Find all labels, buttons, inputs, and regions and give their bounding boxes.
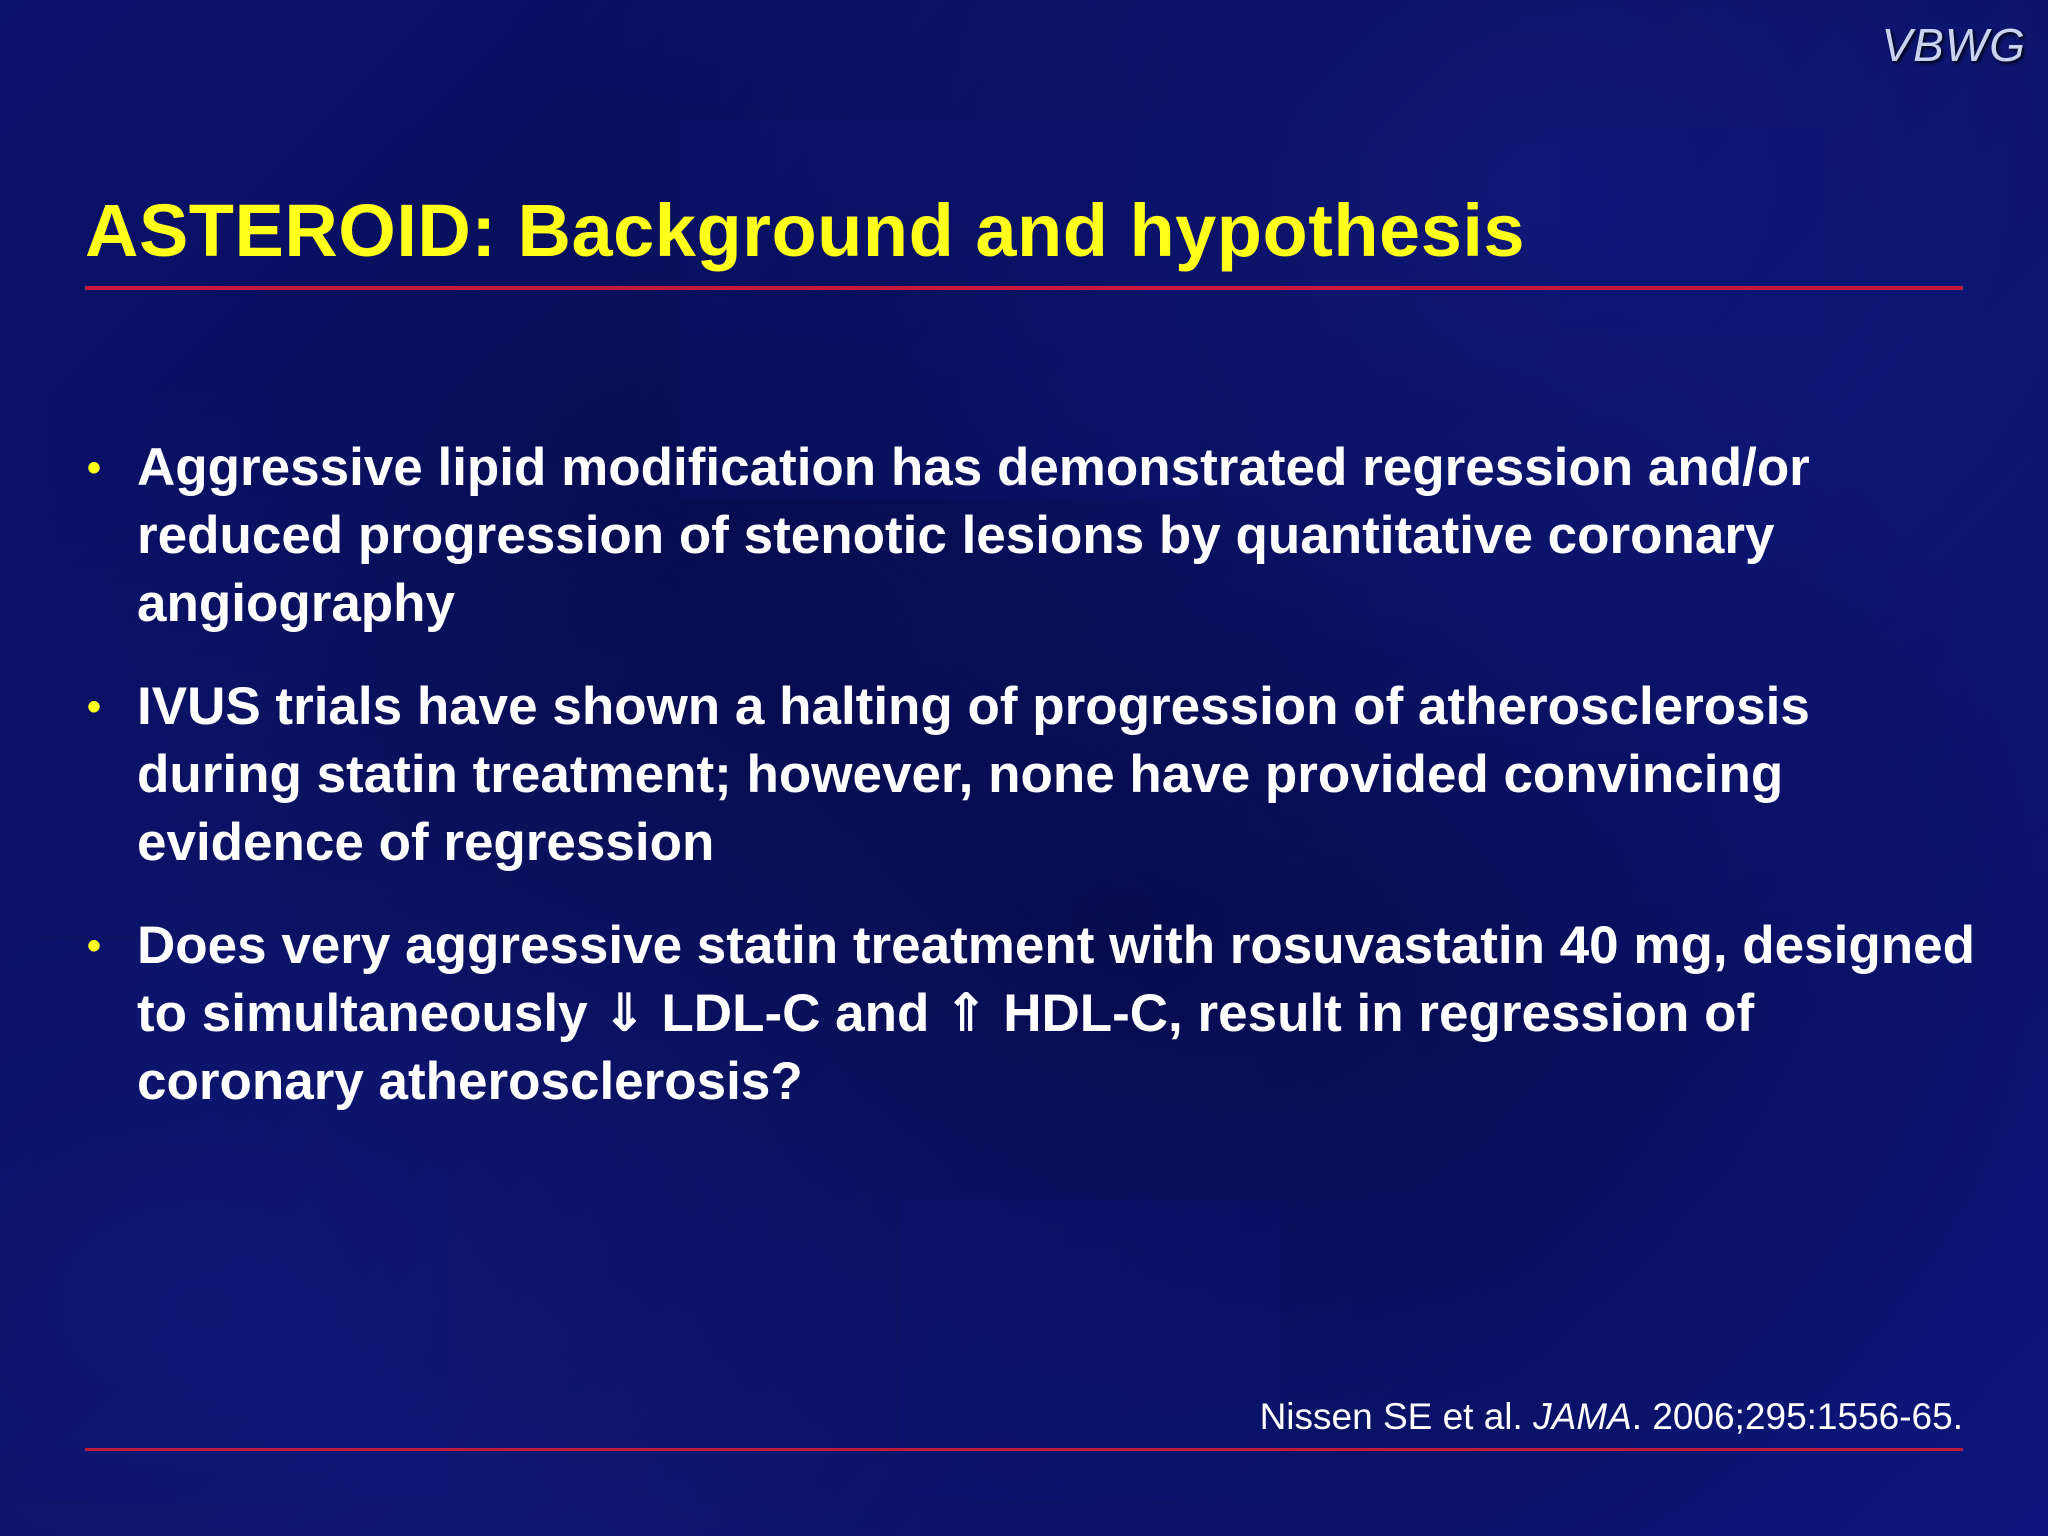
background-block <box>900 1200 1280 1500</box>
slide-title: ASTEROID: Background and hypothesis <box>85 189 1526 272</box>
bullet-text: Aggressive lipid modification has demonstrated regression and/or reduced progression of stenotic lesions by quantitative coronary angiography <box>137 438 1810 633</box>
citation-authors: Nissen SE et al. <box>1259 1396 1534 1437</box>
bullet-item <box>85 434 1975 638</box>
bullet-marker: • <box>87 446 102 490</box>
citation-journal: JAMA <box>1533 1396 1632 1437</box>
citation-details: . 2006;295:1556-65. <box>1631 1396 1963 1437</box>
bullet-item <box>85 673 1975 877</box>
bullet-list <box>85 434 1975 1151</box>
bullet-marker: • <box>87 924 102 968</box>
background-block <box>1560 130 1820 330</box>
title-divider <box>85 286 1963 290</box>
bullet-marker: • <box>87 685 102 729</box>
footer-divider <box>85 1448 1963 1451</box>
citation <box>1260 1396 1963 1438</box>
bullet-text: IVUS trials have shown a halting of progression of atherosclerosis during statin treatment; however, none have provided convincing evidence of regression <box>137 677 1810 872</box>
vbwg-logo: VBWG <box>1881 19 2026 71</box>
bullet-text: Does very aggressive statin treatment with rosuvastatin 40 mg, designed to simultaneously ⇓ LDL-C and ⇑ HDL-C, result in regression of coronary atherosclerosis? <box>137 916 1975 1111</box>
bullet-item <box>85 912 1975 1116</box>
